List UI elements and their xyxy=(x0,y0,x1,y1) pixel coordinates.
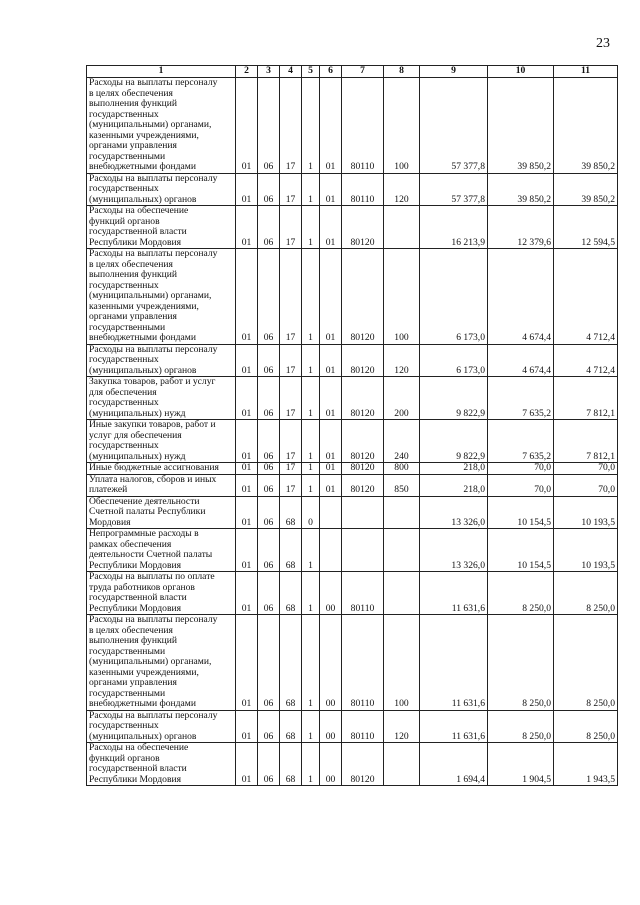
section-code: 01 xyxy=(236,344,258,377)
amount-col-9: 11 631,6 xyxy=(420,615,488,711)
amount-col-10: 10 154,5 xyxy=(488,529,554,572)
event-code: 01 xyxy=(320,344,342,377)
row-description: Расходы на выплаты персоналу государственных (муниципальных) органов xyxy=(87,173,236,206)
subsection-code: 06 xyxy=(258,78,280,174)
amount-col-9: 1 694,4 xyxy=(420,743,488,786)
expense-type-code: 100 xyxy=(384,78,420,174)
amount-col-10: 8 250,0 xyxy=(488,572,554,615)
program-code: 68 xyxy=(280,529,302,572)
table-row xyxy=(87,173,618,206)
subsection-code: 06 xyxy=(258,529,280,572)
target-code: 80120 xyxy=(342,420,384,463)
amount-col-10: 70,0 xyxy=(488,463,554,475)
table-row xyxy=(87,572,618,615)
row-description: Непрограммные расходы в рамках обеспечения деятельности Счетной палаты Республики Мордовия xyxy=(87,529,236,572)
subprogram-code: 1 xyxy=(302,78,320,174)
event-code: 01 xyxy=(320,420,342,463)
subprogram-code: 1 xyxy=(302,710,320,743)
amount-col-11: 8 250,0 xyxy=(554,615,618,711)
target-code: 80120 xyxy=(342,344,384,377)
program-code: 68 xyxy=(280,710,302,743)
target-code: 80110 xyxy=(342,710,384,743)
amount-col-9: 11 631,6 xyxy=(420,710,488,743)
subprogram-code: 1 xyxy=(302,173,320,206)
subsection-code: 06 xyxy=(258,572,280,615)
event-code: 00 xyxy=(320,615,342,711)
table-row xyxy=(87,377,618,420)
program-code: 17 xyxy=(280,173,302,206)
amount-col-11: 39 850,2 xyxy=(554,78,618,174)
amount-col-11: 7 812,1 xyxy=(554,420,618,463)
amount-col-10: 70,0 xyxy=(488,474,554,496)
column-header: 6 xyxy=(320,66,342,78)
expense-type-code: 120 xyxy=(384,344,420,377)
amount-col-11: 39 850,2 xyxy=(554,173,618,206)
amount-col-9: 6 173,0 xyxy=(420,249,488,345)
row-description: Уплата налогов, сборов и иных платежей xyxy=(87,474,236,496)
section-code: 01 xyxy=(236,529,258,572)
event-code: 01 xyxy=(320,173,342,206)
subsection-code: 06 xyxy=(258,615,280,711)
subprogram-code: 1 xyxy=(302,474,320,496)
subprogram-code: 1 xyxy=(302,344,320,377)
section-code: 01 xyxy=(236,572,258,615)
row-description: Иные бюджетные ассигнования xyxy=(87,463,236,475)
program-code: 68 xyxy=(280,743,302,786)
target-code xyxy=(342,496,384,529)
subprogram-code: 0 xyxy=(302,496,320,529)
target-code: 80120 xyxy=(342,249,384,345)
target-code: 80120 xyxy=(342,474,384,496)
table-row xyxy=(87,615,618,711)
expense-type-code xyxy=(384,529,420,572)
subprogram-code: 1 xyxy=(302,615,320,711)
table-row xyxy=(87,710,618,743)
table-row xyxy=(87,249,618,345)
table-row xyxy=(87,529,618,572)
section-code: 01 xyxy=(236,743,258,786)
table-row xyxy=(87,496,618,529)
row-description: Расходы на выплаты персоналу государственных (муниципальных) органов xyxy=(87,344,236,377)
subsection-code: 06 xyxy=(258,249,280,345)
expense-type-code: 800 xyxy=(384,463,420,475)
subprogram-code: 1 xyxy=(302,743,320,786)
section-code: 01 xyxy=(236,78,258,174)
amount-col-9: 11 631,6 xyxy=(420,572,488,615)
expense-type-code xyxy=(384,572,420,615)
event-code: 01 xyxy=(320,377,342,420)
row-description: Расходы на выплаты персоналу в целях обеспечения выполнения функций государственных (муниципальными) органами, казенными учреждениями, органами управления государственными внебюджетными фондами xyxy=(87,78,236,174)
target-code: 80120 xyxy=(342,377,384,420)
amount-col-9: 218,0 xyxy=(420,463,488,475)
row-description: Иные закупки товаров, работ и услуг для обеспечения государственных (муниципальных) нужд xyxy=(87,420,236,463)
amount-col-10: 7 635,2 xyxy=(488,420,554,463)
amount-col-11: 7 812,1 xyxy=(554,377,618,420)
amount-col-9: 16 213,9 xyxy=(420,206,488,249)
page-number: 23 xyxy=(596,36,610,51)
subsection-code: 06 xyxy=(258,496,280,529)
column-header: 7 xyxy=(342,66,384,78)
amount-col-11: 8 250,0 xyxy=(554,710,618,743)
amount-col-9: 57 377,8 xyxy=(420,173,488,206)
amount-col-11: 8 250,0 xyxy=(554,572,618,615)
amount-col-9: 57 377,8 xyxy=(420,78,488,174)
target-code: 80110 xyxy=(342,572,384,615)
amount-col-10: 10 154,5 xyxy=(488,496,554,529)
subsection-code: 06 xyxy=(258,710,280,743)
event-code: 00 xyxy=(320,572,342,615)
event-code: 01 xyxy=(320,249,342,345)
amount-col-10: 4 674,4 xyxy=(488,249,554,345)
program-code: 68 xyxy=(280,572,302,615)
expense-type-code: 200 xyxy=(384,377,420,420)
row-description: Расходы на выплаты персоналу в целях обеспечения выполнения функций государственными (муниципальными) органами, казенными учреждениями, органами управления государственными внебюджетными фондами xyxy=(87,615,236,711)
subprogram-code: 1 xyxy=(302,420,320,463)
row-description: Расходы на выплаты персоналу в целях обеспечения выполнения функций государственных (муниципальными) органами, казенными учреждениями, органами управления государственными внебюджетными фондами xyxy=(87,249,236,345)
column-header: 11 xyxy=(554,66,618,78)
amount-col-9: 218,0 xyxy=(420,474,488,496)
subprogram-code: 1 xyxy=(302,529,320,572)
expense-type-code: 120 xyxy=(384,710,420,743)
section-code: 01 xyxy=(236,249,258,345)
column-header: 5 xyxy=(302,66,320,78)
event-code: 00 xyxy=(320,743,342,786)
target-code: 80110 xyxy=(342,173,384,206)
subsection-code: 06 xyxy=(258,377,280,420)
row-description: Обеспечение деятельности Счетной палаты Республики Мордовия xyxy=(87,496,236,529)
row-description: Расходы на обеспечение функций органов государственной власти Республики Мордовия xyxy=(87,743,236,786)
section-code: 01 xyxy=(236,173,258,206)
amount-col-11: 10 193,5 xyxy=(554,529,618,572)
amount-col-11: 12 594,5 xyxy=(554,206,618,249)
amount-col-10: 39 850,2 xyxy=(488,78,554,174)
program-code: 17 xyxy=(280,206,302,249)
expense-type-code xyxy=(384,206,420,249)
target-code: 80120 xyxy=(342,463,384,475)
row-description: Закупка товаров, работ и услуг для обеспечения государственных (муниципальных) нужд xyxy=(87,377,236,420)
subsection-code: 06 xyxy=(258,743,280,786)
table-row xyxy=(87,463,618,475)
program-code: 68 xyxy=(280,615,302,711)
event-code xyxy=(320,529,342,572)
event-code xyxy=(320,496,342,529)
subsection-code: 06 xyxy=(258,206,280,249)
program-code: 17 xyxy=(280,344,302,377)
amount-col-11: 70,0 xyxy=(554,474,618,496)
row-description: Расходы на обеспечение функций органов государственной власти Республики Мордовия xyxy=(87,206,236,249)
table-row xyxy=(87,420,618,463)
column-header: 3 xyxy=(258,66,280,78)
event-code: 01 xyxy=(320,474,342,496)
column-header: 4 xyxy=(280,66,302,78)
section-code: 01 xyxy=(236,615,258,711)
expense-type-code: 100 xyxy=(384,249,420,345)
program-code: 17 xyxy=(280,420,302,463)
subprogram-code: 1 xyxy=(302,463,320,475)
subprogram-code: 1 xyxy=(302,377,320,420)
amount-col-10: 39 850,2 xyxy=(488,173,554,206)
subsection-code: 06 xyxy=(258,474,280,496)
target-code: 80110 xyxy=(342,615,384,711)
target-code: 80120 xyxy=(342,206,384,249)
section-code: 01 xyxy=(236,474,258,496)
amount-col-10: 1 904,5 xyxy=(488,743,554,786)
target-code xyxy=(342,529,384,572)
table-row xyxy=(87,206,618,249)
expense-type-code: 240 xyxy=(384,420,420,463)
amount-col-11: 4 712,4 xyxy=(554,249,618,345)
section-code: 01 xyxy=(236,710,258,743)
subprogram-code: 1 xyxy=(302,206,320,249)
amount-col-11: 10 193,5 xyxy=(554,496,618,529)
program-code: 17 xyxy=(280,78,302,174)
section-code: 01 xyxy=(236,463,258,475)
table-row xyxy=(87,78,618,174)
column-header: 1 xyxy=(87,66,236,78)
subprogram-code: 1 xyxy=(302,249,320,345)
amount-col-9: 9 822,9 xyxy=(420,420,488,463)
column-header: 10 xyxy=(488,66,554,78)
expense-type-code: 120 xyxy=(384,173,420,206)
amount-col-9: 13 326,0 xyxy=(420,496,488,529)
amount-col-9: 13 326,0 xyxy=(420,529,488,572)
subprogram-code: 1 xyxy=(302,572,320,615)
row-description: Расходы на выплаты персоналу государственных (муниципальных) органов xyxy=(87,710,236,743)
amount-col-11: 1 943,5 xyxy=(554,743,618,786)
amount-col-10: 7 635,2 xyxy=(488,377,554,420)
amount-col-11: 70,0 xyxy=(554,463,618,475)
row-description: Расходы на выплаты по оплате труда работников органов государственной власти Республики Мордовия xyxy=(87,572,236,615)
amount-col-10: 4 674,4 xyxy=(488,344,554,377)
table-row xyxy=(87,344,618,377)
event-code: 01 xyxy=(320,206,342,249)
column-header: 9 xyxy=(420,66,488,78)
program-code: 17 xyxy=(280,249,302,345)
subsection-code: 06 xyxy=(258,344,280,377)
event-code: 01 xyxy=(320,463,342,475)
section-code: 01 xyxy=(236,377,258,420)
column-header: 2 xyxy=(236,66,258,78)
table-row xyxy=(87,743,618,786)
subsection-code: 06 xyxy=(258,420,280,463)
amount-col-10: 8 250,0 xyxy=(488,615,554,711)
expense-type-code xyxy=(384,496,420,529)
program-code: 17 xyxy=(280,463,302,475)
amount-col-11: 4 712,4 xyxy=(554,344,618,377)
expense-type-code: 850 xyxy=(384,474,420,496)
expense-type-code: 100 xyxy=(384,615,420,711)
amount-col-9: 9 822,9 xyxy=(420,377,488,420)
target-code: 80120 xyxy=(342,743,384,786)
subsection-code: 06 xyxy=(258,463,280,475)
table-header-row xyxy=(87,66,618,78)
section-code: 01 xyxy=(236,496,258,529)
table-body xyxy=(87,78,618,786)
program-code: 17 xyxy=(280,474,302,496)
event-code: 00 xyxy=(320,710,342,743)
table-row xyxy=(87,474,618,496)
program-code: 68 xyxy=(280,496,302,529)
section-code: 01 xyxy=(236,420,258,463)
event-code: 01 xyxy=(320,78,342,174)
amount-col-9: 6 173,0 xyxy=(420,344,488,377)
amount-col-10: 12 379,6 xyxy=(488,206,554,249)
column-header: 8 xyxy=(384,66,420,78)
budget-table xyxy=(86,65,618,786)
amount-col-10: 8 250,0 xyxy=(488,710,554,743)
expense-type-code xyxy=(384,743,420,786)
target-code: 80110 xyxy=(342,78,384,174)
subsection-code: 06 xyxy=(258,173,280,206)
section-code: 01 xyxy=(236,206,258,249)
program-code: 17 xyxy=(280,377,302,420)
